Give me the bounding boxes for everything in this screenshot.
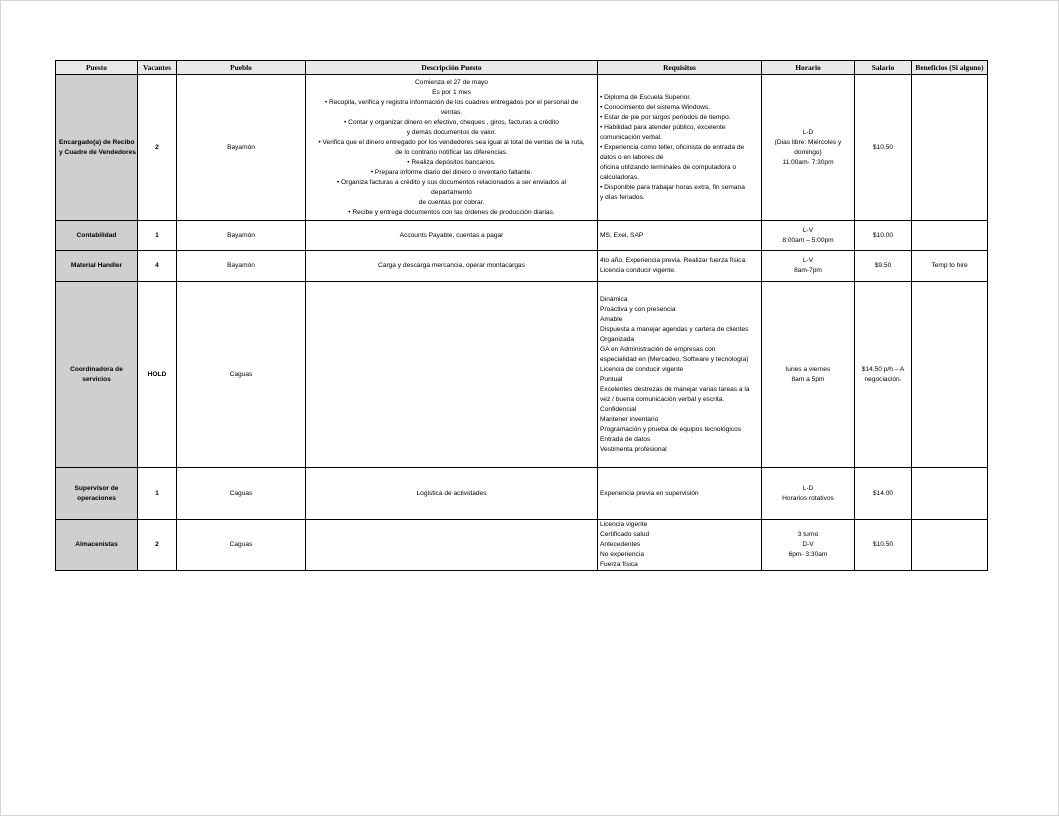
cell-line: L-D [802, 484, 814, 492]
cell-line: 8:00am – 5:00pm [782, 236, 834, 244]
cell-line: Mantener inventario [600, 415, 659, 423]
cell-line: Antecedentes [600, 541, 641, 548]
cell-pueblo: Caguas [177, 282, 306, 468]
cell-pueblo: Caguas [177, 468, 306, 520]
cell-horario [762, 75, 855, 221]
cell-line: Fuerza física [600, 561, 638, 568]
cell-line: Licencia vigente [600, 521, 648, 528]
cell-line: $10.00 [872, 231, 894, 239]
header-descripcion: Descripción Puesto [306, 61, 598, 75]
cell-line: Puntual [600, 375, 623, 383]
cell-line: • Recopila, verifica y registra información de los cuadres entregados por el personal de [324, 98, 579, 106]
cell-line: Supervisor de [74, 484, 119, 492]
cell-beneficios [912, 282, 988, 468]
cell-line: Horarios rotativos [782, 494, 834, 502]
cell-line: Temp to hire [931, 262, 968, 269]
cell-horario [762, 221, 855, 251]
header-vacantes: Vacantes [138, 61, 177, 75]
cell-line: datos o en labores de [600, 153, 664, 161]
cell-line: • Prepara informe diario del dinero o inventario faltante. [370, 168, 533, 176]
cell-salario [855, 520, 912, 571]
cell-puesto [56, 251, 138, 282]
cell-requisitos [598, 221, 762, 251]
cell-line: • Contar y organizar dinero en efectivo, cheques , giros, facturas a crédito [344, 118, 559, 126]
header-salario: Salario [855, 61, 912, 75]
cell-horario [762, 520, 855, 571]
cell-line: Almacenistas [75, 541, 118, 548]
cell-requisitos [598, 251, 762, 282]
cell-line: • Disponible para trabajar horas extra, fin semana [600, 183, 745, 191]
cell-line: • Conocimiento del sistema Windows. [600, 103, 711, 111]
cell-line: 8am-7pm [794, 267, 822, 274]
cell-vacantes: 2 [138, 520, 177, 571]
cell-puesto [56, 282, 138, 468]
table-row [56, 520, 988, 571]
cell-line: y Cuadre de Vendedores [59, 148, 136, 156]
cell-line: comunicación verbal. [600, 133, 662, 141]
cell-line: Dinámica [600, 295, 628, 303]
cell-horario [762, 251, 855, 282]
cell-line: Certificado salud [600, 531, 650, 538]
cell-salario [855, 282, 912, 468]
cell-horario [762, 282, 855, 468]
cell-line: • Organiza facturas a crédito y sus documentos relacionados a ser enviados al [336, 178, 567, 186]
cell-line: 3 turno [797, 531, 819, 538]
cell-line: domingo) [794, 148, 822, 156]
cell-vacantes: 2 [138, 75, 177, 221]
cell-descripcion [306, 468, 598, 520]
cell-line: Programación y prueba de equipos tecnológicos [600, 425, 742, 433]
cell-line: operaciones [77, 494, 116, 502]
cell-line: oficina utilizando terminales de computadora o [600, 163, 736, 171]
cell-line: $10.50 [872, 143, 894, 151]
cell-beneficios [912, 221, 988, 251]
cell-puesto [56, 75, 138, 221]
cell-pueblo: Bayamón [177, 221, 306, 251]
cell-descripcion [306, 251, 598, 282]
cell-line: • Estar de pie por largos períodos de tiempo. [600, 113, 731, 121]
table-row [56, 282, 988, 468]
cell-beneficios [912, 520, 988, 571]
cell-line: Entrada de datos [600, 435, 651, 443]
cell-line: Es por 1 mes [432, 88, 471, 96]
cell-line: Experiencia previa en supervisión [600, 489, 699, 497]
job-vacancies-table [55, 60, 988, 571]
cell-requisitos [598, 520, 762, 571]
cell-requisitos [598, 282, 762, 468]
cell-pueblo: Bayamón [177, 75, 306, 221]
cell-salario [855, 75, 912, 221]
cell-line: $10.50 [872, 541, 894, 548]
cell-line: Excelentes destrezas de manejar varias tareas a la [600, 385, 750, 393]
cell-line: 8am a 5pm [791, 375, 825, 383]
cell-line: Amable [600, 315, 623, 323]
cell-beneficios [912, 468, 988, 520]
cell-puesto [56, 221, 138, 251]
header-beneficios: Beneficios (Si alguno) [912, 61, 988, 75]
cell-line: • Diploma de Escuela Superior. [600, 93, 692, 101]
cell-line: Material Handler [70, 262, 123, 269]
table-row [56, 251, 988, 282]
cell-line: • Realiza depósitos bancarios. [407, 158, 496, 166]
cell-horario [762, 468, 855, 520]
cell-line: negociación. [864, 375, 902, 383]
cell-descripcion [306, 75, 598, 221]
cell-beneficios [912, 75, 988, 221]
cell-line: servicios [82, 375, 111, 383]
cell-descripcion [306, 221, 598, 251]
cell-line: Vestimenta profesional [600, 445, 667, 453]
cell-line: Logistica de actividades [416, 489, 487, 497]
cell-line: Comienza el 27 de mayo [415, 78, 488, 86]
cell-line: calculadoras. [600, 173, 639, 181]
table-row [56, 468, 988, 520]
cell-vacantes: HOLD [138, 282, 177, 468]
cell-line: MS, Exel, SAP [600, 231, 644, 239]
table-row [56, 221, 988, 251]
cell-line: • Habilidad para atender público, excelente [600, 123, 726, 131]
cell-line: Licencia conducir vigente. [600, 267, 676, 274]
cell-line: especialidad en (Mercadeo, Software y tecnología) [600, 355, 749, 363]
cell-pueblo: Caguas [177, 520, 306, 571]
header-requisitos: Requisitos [598, 61, 762, 75]
cell-line: Licencia de conducir vigente [600, 365, 684, 373]
header-row [56, 61, 988, 75]
cell-line: $9.50 [874, 262, 892, 269]
cell-line: Encargado(a) de Recibo [59, 138, 135, 146]
cell-line: Proactiva y con presencia [600, 305, 676, 313]
cell-pueblo: Bayamón [177, 251, 306, 282]
cell-line: y días feriados. [600, 193, 645, 201]
cell-puesto [56, 468, 138, 520]
cell-requisitos [598, 75, 762, 221]
cell-requisitos [598, 468, 762, 520]
cell-line: Organizada [600, 335, 635, 343]
cell-vacantes: 1 [138, 468, 177, 520]
cell-line: 6pm- 3:30am [788, 551, 828, 558]
cell-line: (Dias libre: Miércoles y [774, 138, 842, 146]
cell-line: Contabilidad [76, 231, 117, 239]
cell-line: L-D [802, 128, 814, 136]
cell-line: Carga y descarga mercancia, operar montacargas [378, 262, 525, 269]
cell-vacantes: 4 [138, 251, 177, 282]
cell-line: lunes a viernes [785, 365, 831, 373]
cell-puesto [56, 520, 138, 571]
cell-line: • Experiencia como teller, oficinista de entrada de [600, 143, 745, 151]
cell-line: de cuentas por cobrar. [418, 198, 485, 206]
cell-salario [855, 221, 912, 251]
cell-line: L-V [802, 257, 814, 264]
cell-line: $14.00 [872, 489, 894, 497]
cell-line: ventas. [440, 108, 463, 116]
table-row [56, 75, 988, 221]
cell-line: $14.50 p/h – A [861, 365, 905, 373]
header-pueblo: Pueblo [177, 61, 306, 75]
cell-line: departamento [431, 188, 472, 196]
cell-line: Coordinadora de [70, 365, 123, 373]
cell-salario [855, 251, 912, 282]
header-puesto: Puesto [56, 61, 138, 75]
cell-line: de lo contrario notificar las diferencias. [395, 148, 508, 156]
cell-line: L-V [802, 226, 814, 234]
cell-line: y demás documentos de valor. [406, 128, 497, 136]
cell-line: Dispuesta a manejar agendas y cartera de clientes [600, 325, 749, 333]
header-horario: Horario [762, 61, 855, 75]
cell-vacantes: 1 [138, 221, 177, 251]
cell-line: Accounts Payable, cuentas a pagar [399, 231, 504, 239]
cell-line: 4to año. Experiencia previa. Realizar fuerza física. [600, 257, 747, 264]
cell-line: D-V [802, 541, 814, 548]
cell-salario [855, 468, 912, 520]
cell-beneficios [912, 251, 988, 282]
cell-line: GA en Administración de empresas con [600, 345, 716, 353]
cell-line: • Verifica que el dinero entregado por los vendedores sea igual al total de ventas de la ruta, [318, 138, 585, 146]
cell-line: vez / buena comunicación verbal y escrita. [600, 395, 725, 403]
cell-line: 11:00am- 7:30pm [782, 158, 834, 166]
cell-descripcion [306, 282, 598, 468]
cell-line: No experiencia [600, 551, 644, 558]
cell-line: Confidencial [600, 405, 637, 413]
cell-descripcion [306, 520, 598, 571]
cell-line: • Recibe y entrega documentos con las órdenes de producción diarias. [348, 208, 555, 216]
